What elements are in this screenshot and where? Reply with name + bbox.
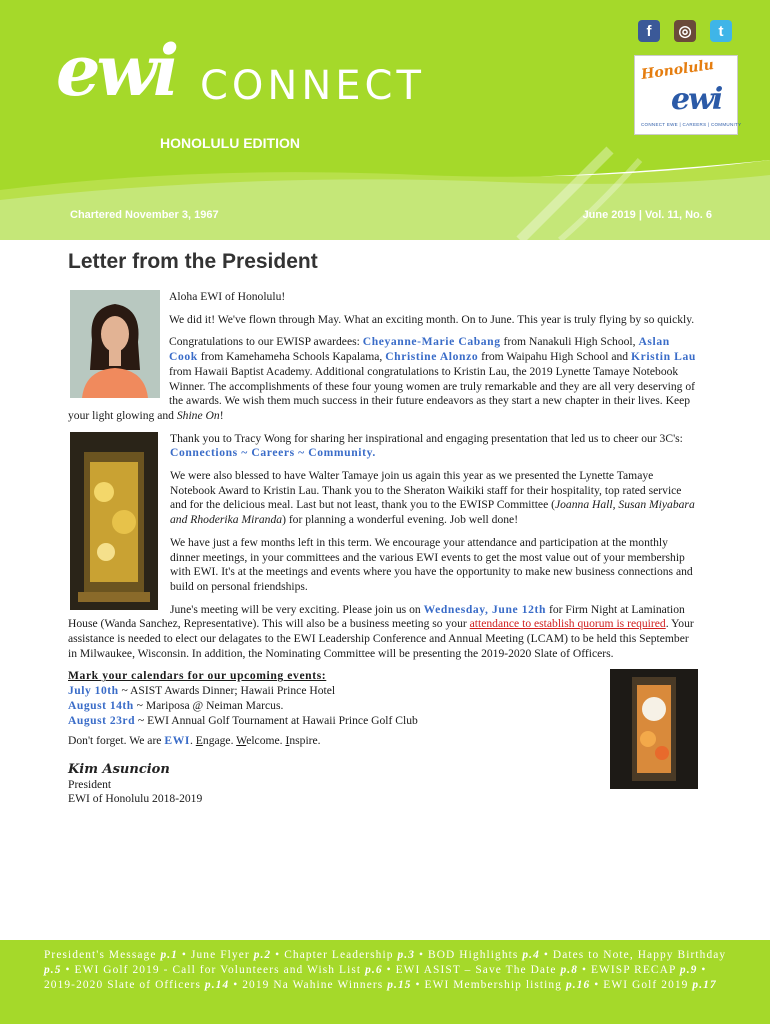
badge-tagline: CONNECT EWE | CAREERS | COMMUNITY <box>641 122 742 127</box>
awardee-name: Cheyanne-Marie Cabang <box>362 335 501 349</box>
connect-wordmark: CONNECT <box>200 63 425 109</box>
letter-paragraph-6: June's meeting will be very exciting. Please join us on Wednesday, June 12th for Firm Night at Lamination House (Wanda Sanchez, Representative). This will also be a business meeting so your attendance to establish quorum is required. Your assistance is needed to elect our delagates to the EWI Leadership Conference and Annual Meeting (LCAM) to be held this September in Milwaukee, Wisconsin. In addition, the Nominating Committee will be presenting the 2019-2020 Slate of Officers. <box>68 602 694 660</box>
newsletter-header <box>0 0 770 240</box>
letter-greeting: Aloha EWI of Honolulu! <box>169 290 286 303</box>
event-centerpiece-photo <box>70 432 158 610</box>
three-cs-motto: Connections ~ Careers ~ Community. <box>170 446 376 460</box>
awardee-name: Kristin Lau <box>631 350 696 364</box>
ewi-logo: ewi <box>56 29 176 112</box>
calendar-heading: Mark your calendars for our upcoming events: <box>68 669 327 683</box>
badge-ewi-text: ewi <box>671 82 722 117</box>
edition-label: HONOLULU EDITION <box>160 135 300 151</box>
toc-item[interactable]: • June Flyer p.2 <box>177 949 272 961</box>
events-list: Mark your calendars for our upcoming events: July 10th ~ ASIST Awards Dinner; Hawaii Prince Hotel August 14th ~ Mariposa @ Neiman Marcus. August 23rd ~ EWI Annual Golf Tournament at Hawaii Prince Golf Club <box>68 669 418 727</box>
honolulu-badge-logo <box>634 55 742 135</box>
chartered-date: Chartered November 3, 1967 <box>70 209 219 221</box>
letter-paragraph-5: We have just a few months left in this term. We encourage your attendance and participation at the monthly dinner meetings, in your committees and the various EWI events to get the most value out of your membership with EWI. It's at the meetings and events where you have the opportunity to make new business connections and build on personal friendships. <box>170 535 693 593</box>
awardee-name: Aslan Cook <box>169 335 670 364</box>
president-signature: Kim Asuncion <box>68 761 170 777</box>
closing-line: Don't forget. We are EWI. Engage. Welcome. Inspire. <box>68 734 321 748</box>
issue-volume: June 2019 | Vol. 11, No. 6 <box>582 209 712 221</box>
twitter-icon[interactable]: t <box>710 20 732 42</box>
president-photo <box>70 290 160 398</box>
letter-paragraph-4: We were also blessed to have Walter Tamaye join us again this year as we presented the Lynette Tamaye Notebook Award to Kristin Lau. Thank you to the Sheraton Waikiki staff for their hospitality, top rated service and for the delicious meal. Last but not least, thank you to the EWISP Committee (Joanna Hall, Susan Miyabara and Rhoderika Miranda) for planning a wonderful evening. Job well done! <box>170 469 695 527</box>
table-of-contents <box>44 948 734 993</box>
toc-item[interactable]: • EWI Membership listing p.16 <box>411 979 591 991</box>
president-letter <box>68 290 698 815</box>
toc-item[interactable]: • EWI Golf 2019 p.17 <box>590 979 717 991</box>
quorum-link[interactable]: attendance to establish quorum is required <box>469 617 666 631</box>
letter-paragraph-2: Congratulations to our EWISP awardees: Cheyanne-Marie Cabang from Nanakuli High School, Aslan Cook from Kamehameha Schools Kapalama, Christine Alonzo from Waipahu High School and Kristin Lau from Hawaii Baptist Academy. Additional congratulations to Kristin Lau, the 2019 Lynette Tamaye Notebook Winner. The accomplishments of these four young women are truly remarkable and they are all very deserving of the awards. We wish them much success in their future endeavors as they start a new chapter in their lives. Keep your light glowing and Shine On! <box>68 335 696 422</box>
signature-block: Kim Asuncion President EWI of Honolulu 2018-2019 <box>68 761 203 806</box>
toc-item[interactable]: • EWI ASIST – Save The Date p.8 <box>382 964 578 976</box>
lantern-photo <box>610 669 698 789</box>
toc-item[interactable]: • 2019-2020 Slate of Officers p.14 <box>44 964 707 991</box>
toc-item[interactable]: • EWISP RECAP p.9 <box>578 964 698 976</box>
toc-item[interactable]: • BOD Highlights p.4 <box>415 949 540 961</box>
instagram-icon[interactable]: ◎ <box>674 20 696 42</box>
social-links <box>638 20 732 42</box>
facebook-icon[interactable]: f <box>638 20 660 42</box>
letter-paragraph-1: We did it! We've flown through May. What an exciting month. On to June. This year is truly flying by so quickly. <box>169 312 695 326</box>
toc-item[interactable]: • EWI Golf 2019 - Call for Volunteers and Wish List p.6 <box>61 964 383 976</box>
toc-item[interactable]: • 2019 Na Wahine Winners p.15 <box>229 979 412 991</box>
page-title: Letter from the President <box>68 250 318 273</box>
letter-paragraph-3: Thank you to Tracy Wong for sharing her inspirational and engaging presentation that led us to cheer our 3C's: Connections ~ Careers ~ Community. <box>68 432 698 461</box>
badge-city-text: Honolulu <box>640 56 715 84</box>
awardee-name: Christine Alonzo <box>385 350 479 364</box>
toc-item[interactable]: • Dates to Note, Happy Birthday p.5 <box>44 949 727 976</box>
toc-item[interactable]: President's Message p.1 <box>44 949 178 961</box>
toc-item[interactable]: • Chapter Leadership p.3 <box>271 949 416 961</box>
